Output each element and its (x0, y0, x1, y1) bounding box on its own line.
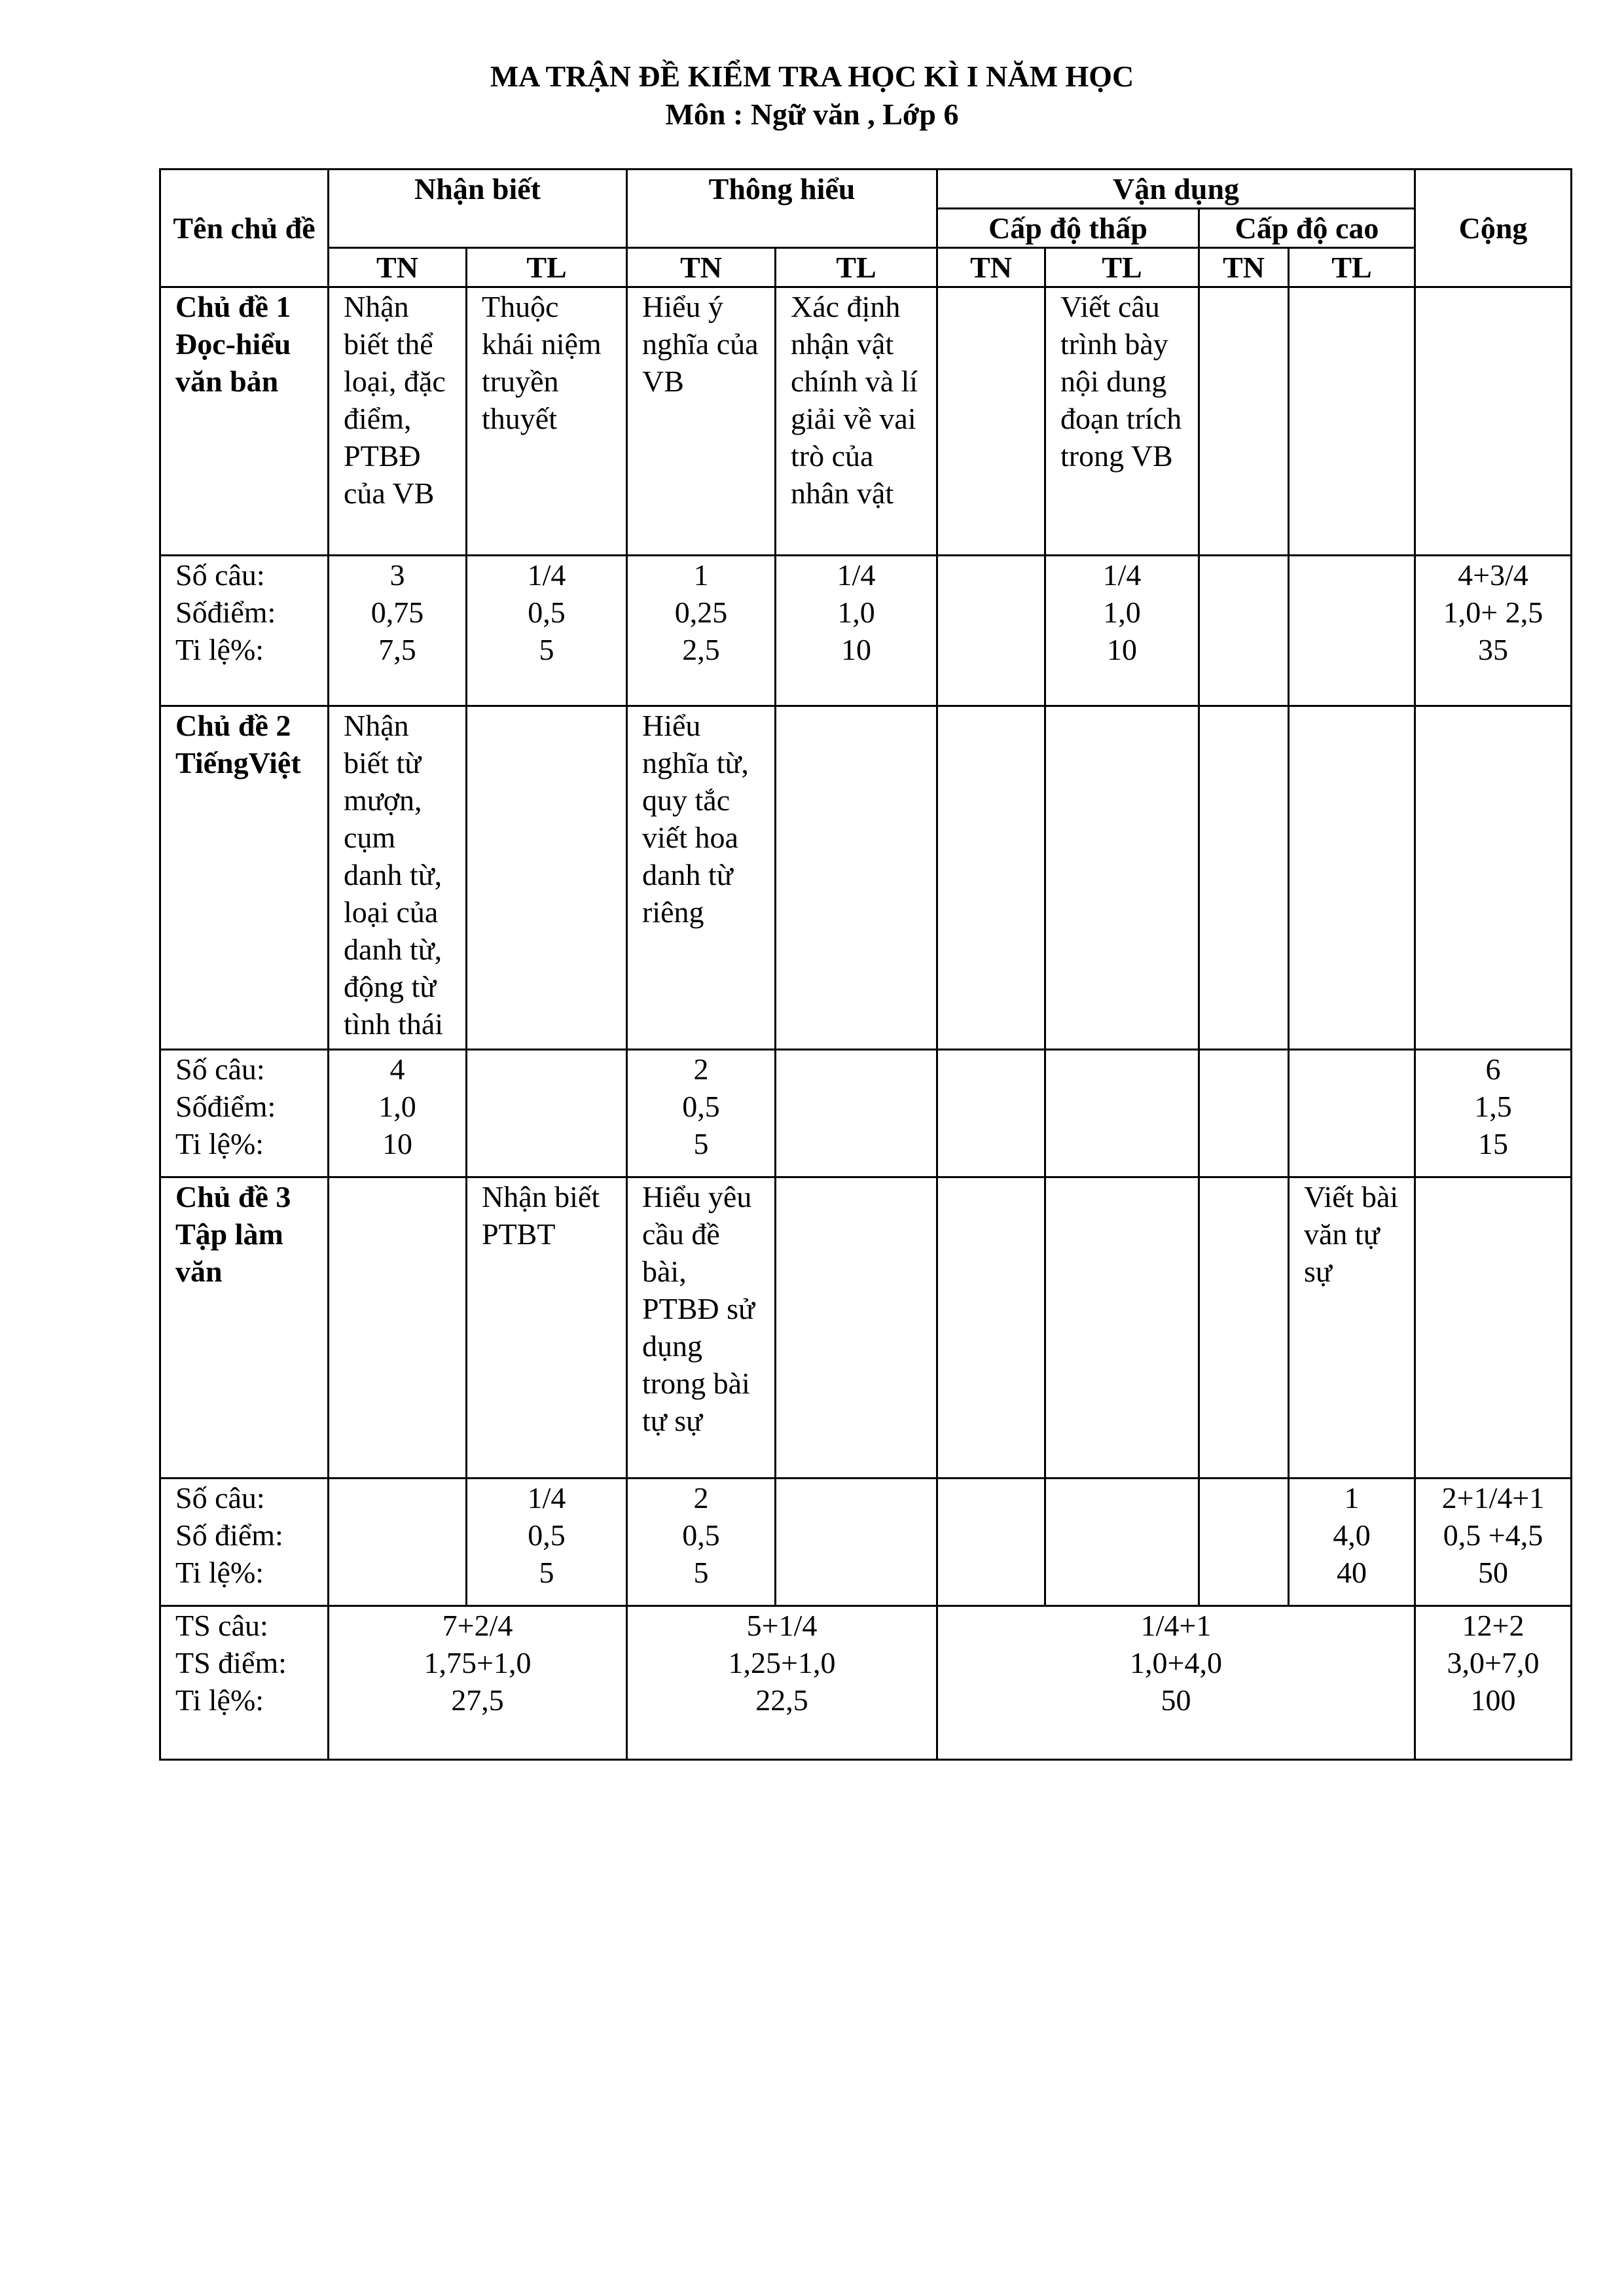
table-cell: Viết câu trình bày nội dung đoạn trích trong VB (1045, 287, 1199, 556)
header-tl: TL (467, 248, 627, 287)
table-cell (467, 706, 627, 1050)
header-tl: TL (1289, 248, 1415, 287)
stats-cell (1045, 1050, 1199, 1177)
table-cell (1199, 287, 1289, 556)
stats-cell (1199, 1050, 1289, 1177)
stats-cell: 1 4,0 40 (1289, 1479, 1415, 1606)
stats-cell (467, 1050, 627, 1177)
stats-cell: 1/4 0,5 5 (467, 1479, 627, 1606)
stats-cell: 4 1,0 10 (329, 1050, 467, 1177)
stats-cell: 1 0,25 2,5 (627, 556, 776, 706)
table-cell (1415, 1177, 1572, 1479)
totals-recognition: 7+2/4 1,75+1,0 27,5 (329, 1606, 627, 1760)
stats-cell (1199, 556, 1289, 706)
table-cell (776, 706, 937, 1050)
header-low-level: Cấp độ thấp (937, 209, 1199, 248)
topic-name: Chủ đề 3 Tập làm văn (160, 1177, 329, 1479)
stats-cell (1289, 556, 1415, 706)
table-row (160, 1177, 1572, 1479)
stats-label: Số câu: Sốđiểm: Ti lệ%: (160, 556, 329, 706)
table-row (160, 706, 1572, 1050)
table-cell (1199, 706, 1289, 1050)
table-cell (1045, 1177, 1199, 1479)
stats-label: Số câu: Sốđiểm: Ti lệ%: (160, 1050, 329, 1177)
header-application: Vận dụng (937, 170, 1415, 209)
table-cell (937, 706, 1045, 1050)
stats-cell: 2 0,5 5 (627, 1050, 776, 1177)
table-cell: Thuộc khái niệm truyền thuyết (467, 287, 627, 556)
table-cell (329, 1177, 467, 1479)
header-tl: TL (776, 248, 937, 287)
header-recognition: Nhận biết (329, 170, 627, 248)
stats-cell: 4+3/4 1,0+ 2,5 35 (1415, 556, 1572, 706)
table-cell: Hiểu yêu cầu đề bài, PTBĐ sử dụng trong bài tự sự (627, 1177, 776, 1479)
table-cell: Nhận biết từ mượn, cụm danh từ, loại của danh từ, động từ tình thái (329, 706, 467, 1050)
stats-cell (937, 1050, 1045, 1177)
document-title: MA TRẬN ĐỀ KIỂM TRA HỌC KÌ I NĂM HỌC (490, 60, 1134, 93)
table-cell (776, 1177, 937, 1479)
table-cell (1289, 706, 1415, 1050)
stats-cell: 2+1/4+1 0,5 +4,5 50 (1415, 1479, 1572, 1606)
header-tn: TN (329, 248, 467, 287)
table-cell (1415, 287, 1572, 556)
table-row (160, 1479, 1572, 1606)
header-tn: TN (1199, 248, 1289, 287)
header-tn: TN (937, 248, 1045, 287)
table-cell (1289, 287, 1415, 556)
table-row (160, 556, 1572, 706)
stats-cell: 1/4 1,0 10 (776, 556, 937, 706)
stats-cell (1289, 1050, 1415, 1177)
header-high-level: Cấp độ cao (1199, 209, 1415, 248)
totals-application: 1/4+1 1,0+4,0 50 (937, 1606, 1415, 1760)
table-cell (937, 287, 1045, 556)
stats-cell (1045, 1479, 1199, 1606)
stats-cell: 6 1,5 15 (1415, 1050, 1572, 1177)
header-comprehension: Thông hiểu (627, 170, 937, 248)
stats-cell: 1/4 0,5 5 (467, 556, 627, 706)
table-cell (937, 1177, 1045, 1479)
totals-row (160, 1606, 1572, 1760)
subject-subtitle: Môn : Ngữ văn , Lớp 6 (665, 98, 959, 131)
totals-label: TS câu: TS điểm: Ti lệ%: (160, 1606, 329, 1760)
table-cell: Hiểu ý nghĩa của VB (627, 287, 776, 556)
table-cell: Hiểu nghĩa từ, quy tắc viết hoa danh từ riêng (627, 706, 776, 1050)
table-cell (1415, 706, 1572, 1050)
stats-cell (937, 1479, 1045, 1606)
table-cell: Viết bài văn tự sự (1289, 1177, 1415, 1479)
exam-matrix-table (159, 168, 1572, 1761)
stats-cell (1199, 1479, 1289, 1606)
stats-cell (776, 1050, 937, 1177)
topic-name: Chủ đề 2 TiếngViệt (160, 706, 329, 1050)
table-cell (1199, 1177, 1289, 1479)
totals-comprehension: 5+1/4 1,25+1,0 22,5 (627, 1606, 937, 1760)
topic-name: Chủ đề 1 Đọc-hiểu văn bản (160, 287, 329, 556)
stats-cell: 2 0,5 5 (627, 1479, 776, 1606)
table-row (160, 1050, 1572, 1177)
totals-total: 12+2 3,0+7,0 100 (1415, 1606, 1572, 1760)
stats-cell (329, 1479, 467, 1606)
table-cell: Nhận biết PTBT (467, 1177, 627, 1479)
stats-cell (937, 556, 1045, 706)
stats-cell: 3 0,75 7,5 (329, 556, 467, 706)
header-tl: TL (1045, 248, 1199, 287)
table-row (160, 287, 1572, 556)
table-cell: Xác định nhận vật chính và lí giải về vai trò của nhân vật (776, 287, 937, 556)
table-cell (1045, 706, 1199, 1050)
table-cell: Nhận biết thể loại, đặc điểm, PTBĐ của VB (329, 287, 467, 556)
stats-cell: 1/4 1,0 10 (1045, 556, 1199, 706)
header-tn: TN (627, 248, 776, 287)
header-total: Cộng (1415, 170, 1572, 287)
header-topic: Tên chủ đề (160, 170, 329, 287)
stats-cell (776, 1479, 937, 1606)
stats-label: Số câu: Số điểm: Ti lệ%: (160, 1479, 329, 1606)
